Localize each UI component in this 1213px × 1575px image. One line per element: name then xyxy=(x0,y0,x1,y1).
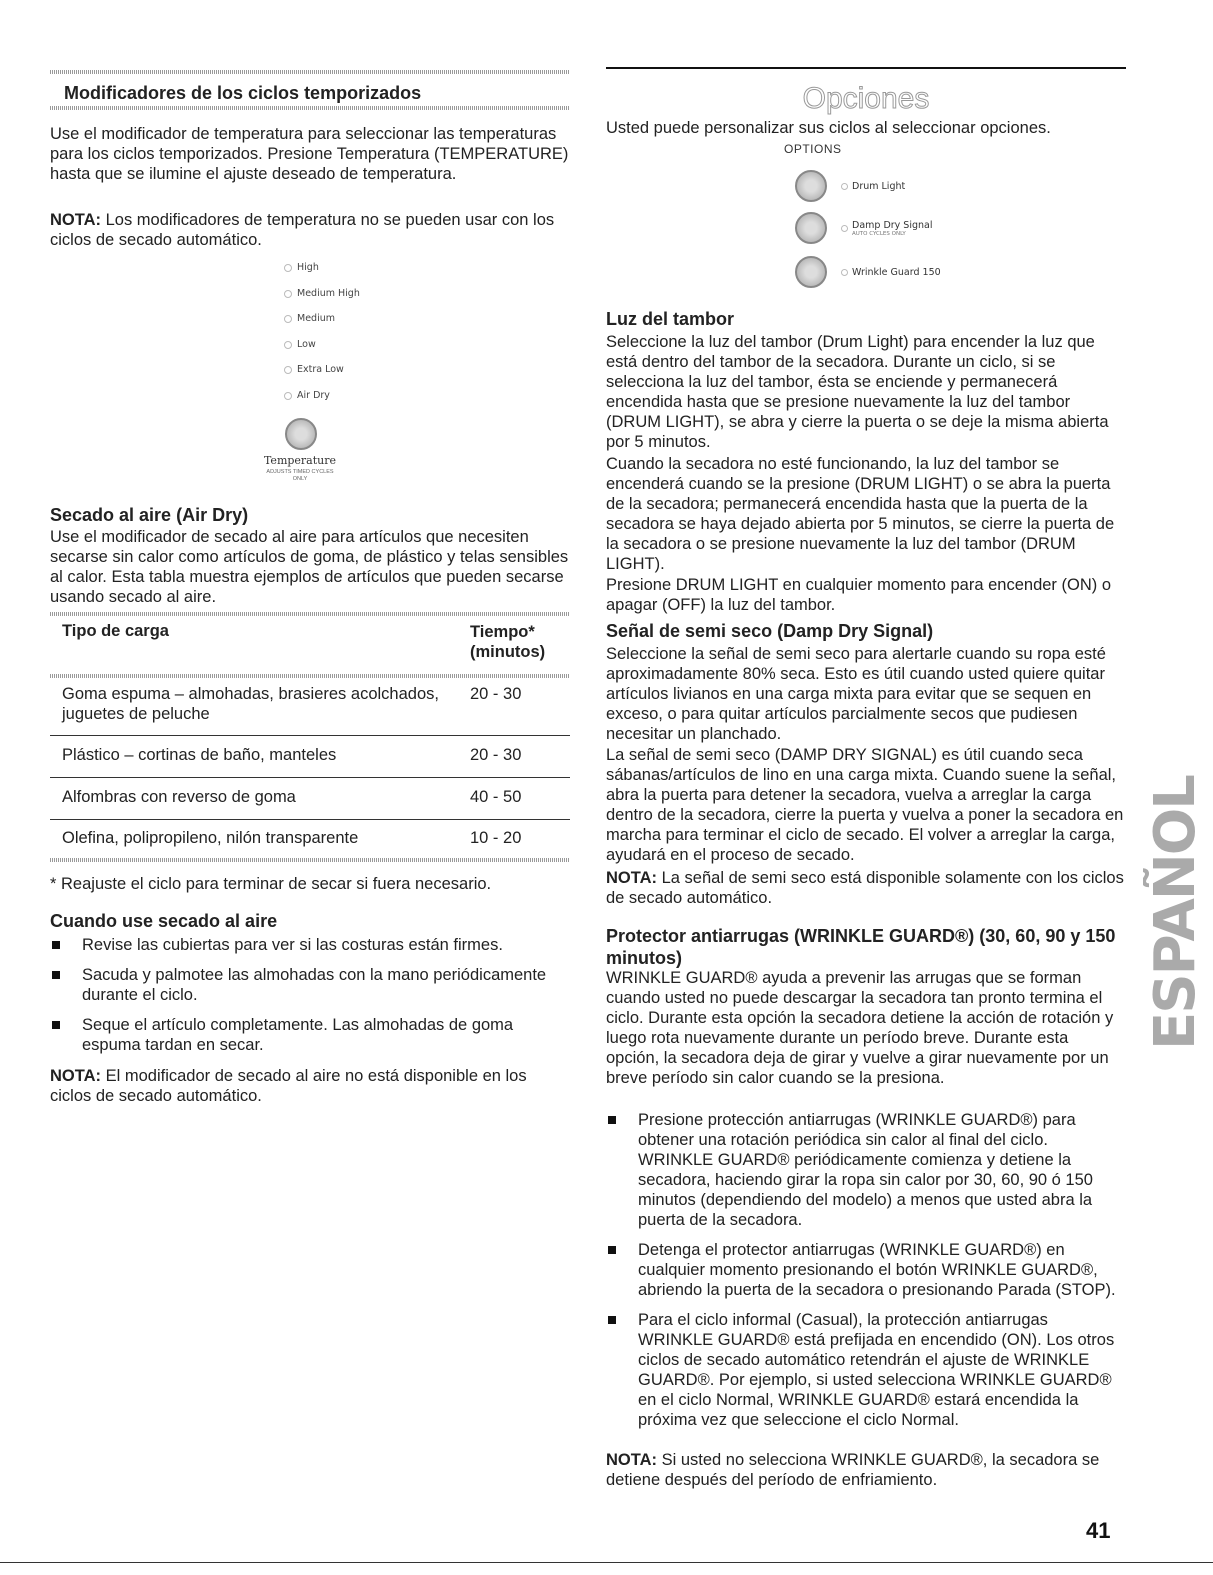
indicator-light-icon xyxy=(284,290,292,298)
list-item: Para el ciclo informal (Casual), la protección antiarrugas WRINKLE GUARD® está prefijada en encendido (ON). Los otros ciclos de secado automático retendrán el ajuste de WRINKLE GUARD®. Por ejemplo, si usted selecciona WRINKLE GUARD® en el ciclo Normal, WRINKLE GUARD® estará encendida la próxima vez que seleccione el ciclo Normal. xyxy=(606,1310,1126,1430)
paragraph: WRINKLE GUARD® ayuda a prevenir las arrugas que se forman cuando usted no puede descargar la secadora tan pronto termina el ciclo. Durante esta opción la secadora detiene la acción de rotación y luego rota nuevamente durante un período breve. Durante esta opción, la secadora deja de girar y vuelve a girar nuevamente por un breve período sin calor cuando se la presiona. xyxy=(606,969,1114,1087)
bullet-icon xyxy=(608,1316,616,1324)
list-item: Presione protección antiarrugas (WRINKLE GUARD®) para obtener una rotación periódica sin calor al final del ciclo. WRINKLE GUARD® periódicamente comienza y detiene la secadora, haciendo girar la ropa sin calor por 30, 60, 90 ó 150 minutos (dependiendo del modelo) a menos que usted abra la puerta de la secadora. xyxy=(606,1110,1126,1230)
divider xyxy=(50,858,570,862)
note-text: El modificador de secado al aire no está disponible en los ciclos de secado automático. xyxy=(50,1067,527,1105)
heading-drum-light: Luz del tambor xyxy=(606,309,735,329)
temperature-options xyxy=(284,262,360,415)
language-side-tab: ESPAÑOL xyxy=(1143,776,1208,1050)
bullet-icon xyxy=(608,1246,616,1254)
paragraph: Use el modificador de temperatura para seleccionar las temperaturas para los ciclos temporizados. Presione Temperatura (TEMPERATURE) hasta que se ilumine el ajuste deseado de temperatura. xyxy=(50,125,569,183)
divider xyxy=(606,67,1126,69)
note-text: La señal de semi seco está disponible solamente con los ciclos de secado automático. xyxy=(606,869,1124,907)
table-header-time xyxy=(470,622,545,662)
option-wrinkle-guard[interactable]: Wrinkle Guard 150 xyxy=(795,256,941,288)
paragraph: La señal de semi seco (DAMP DRY SIGNAL) es útil cuando seca sábanas/artículos de lino en una carga mixta. Cuando suene la señal, abra la puerta para detener la secadora, vuelva a arreglar la carga dentro de la secadora, cierre la puerta y vuelva a poner la secadora en marcha para terminar el ciclo de secado. El volver a arreglar la carga, ayudará en el proceso de secado. xyxy=(606,746,1124,864)
heading-when-air-dry: Cuando use secado al aire xyxy=(50,911,278,931)
temp-option[interactable]: Medium xyxy=(284,313,360,339)
temp-option[interactable]: Medium High xyxy=(284,288,360,314)
bullet-list xyxy=(50,935,570,1065)
note xyxy=(606,868,1126,908)
note-label: NOTA: xyxy=(50,211,102,229)
indicator-light-icon xyxy=(841,183,848,190)
indicator-light-icon xyxy=(284,315,292,323)
divider xyxy=(50,819,570,820)
table-cell-time: 20 - 30 xyxy=(470,685,522,703)
divider xyxy=(50,106,570,110)
divider xyxy=(50,612,570,616)
table-footnote: * Reajuste el ciclo para terminar de secar si fuera necesario. xyxy=(50,875,492,893)
indicator-light-icon xyxy=(284,392,292,400)
divider xyxy=(50,777,570,778)
temperature-sublabel: ADJUSTS TIMED CYCLES xyxy=(266,469,334,475)
table-header-time-label: Tiempo* xyxy=(470,623,535,641)
temperature-button-icon[interactable] xyxy=(285,418,317,450)
divider xyxy=(50,735,570,736)
note xyxy=(50,1066,570,1106)
damp-dry-button-icon[interactable] xyxy=(795,212,827,244)
paragraph: Usted puede personalizar sus ciclos al seleccionar opciones. xyxy=(606,119,1051,137)
indicator-light-icon xyxy=(284,341,292,349)
page-title: Opciones xyxy=(802,82,930,115)
note-label: NOTA: xyxy=(606,869,658,887)
list-item: Seque el artículo completamente. Las almohadas de goma espuma tardan en secar. xyxy=(50,1015,570,1055)
table-header-load-type: Tipo de carga xyxy=(62,622,169,640)
bullet-icon xyxy=(52,1021,60,1029)
list-item: Sacuda y palmotee las almohadas con la mano periódicamente durante el ciclo. xyxy=(50,965,570,1005)
table-cell-type: Olefina, polipropileno, nilón transparente xyxy=(62,829,359,847)
indicator-light-icon xyxy=(841,225,848,232)
paragraph: Presione DRUM LIGHT en cualquier momento para encender (ON) o apagar (OFF) la luz del tambor. xyxy=(606,576,1111,614)
wrinkle-guard-button-icon[interactable] xyxy=(795,256,827,288)
indicator-light-icon xyxy=(841,269,848,276)
page-number: 41 xyxy=(1086,1518,1111,1543)
paragraph: Seleccione la luz del tambor (Drum Light) para encender la luz que está dentro del tambor de la secadora. Durante un ciclo, si se selecciona la luz del tambor, ésta se enciende y permanecerá encendida hasta que se presione nuevamente la luz del tambor (DRUM LIGHT), se abra y cierre la puerta o se deje la misma abierta por 5 minutos. xyxy=(606,333,1109,451)
bullet-icon xyxy=(52,971,60,979)
note-text: Los modificadores de temperatura no se pueden usar con los ciclos de secado automático. xyxy=(50,211,555,249)
note-label: NOTA: xyxy=(606,1451,658,1469)
paragraph: Use el modificador de secado al aire para artículos que necesiten secarse sin calor como artículos de goma, de plástico y telas sensibles al calor. Esta tabla muestra ejemplos de artículos que pueden secarse usando secado al aire. xyxy=(50,528,569,606)
table-cell-time: 20 - 30 xyxy=(470,746,522,764)
temperature-label: Temperature xyxy=(263,454,337,467)
paragraph: Seleccione la señal de semi seco para alertarle cuando su ropa esté aproximadamente 80% seca. Esto es útil cuando usted quiere quitar artículos livianos en una carga mixta para evitar que se sequen en exceso, o para quitar artículos parcialmente secos que pudiesen necesitar un planchado. xyxy=(606,645,1106,743)
table-cell-type: Alfombras con reverso de goma xyxy=(62,788,296,806)
table-row xyxy=(62,684,570,724)
table-row xyxy=(62,828,570,848)
option-drum-light[interactable]: Drum Light xyxy=(795,170,905,202)
bullet-icon xyxy=(608,1116,616,1124)
temp-option[interactable]: Air Dry xyxy=(284,390,360,416)
list-item: Revise las cubiertas para ver si las costuras están firmes. xyxy=(50,935,570,955)
table-cell-time: 10 - 20 xyxy=(470,829,522,847)
table-row xyxy=(62,745,570,765)
drum-light-button-icon[interactable] xyxy=(795,170,827,202)
note-label: NOTA: xyxy=(50,1067,102,1085)
bullet-list xyxy=(606,1110,1126,1440)
divider xyxy=(0,1562,1213,1563)
divider xyxy=(50,70,570,74)
temp-option[interactable]: High xyxy=(284,262,360,288)
heading-wrinkle-guard: Protector antiarrugas (WRINKLE GUARD®) (30, 60, 90 y 150 minutos) xyxy=(606,926,1116,968)
heading-timed-modifiers: Modificadores de los ciclos temporizados xyxy=(64,83,422,103)
table-cell-type: Goma espuma – almohadas, brasieres acolchados, juguetes de peluche xyxy=(62,685,439,723)
option-label: Damp Dry Signal xyxy=(852,219,933,231)
indicator-light-icon xyxy=(284,366,292,374)
table-cell-type: Plástico – cortinas de baño, manteles xyxy=(62,746,337,764)
bullet-icon xyxy=(52,941,60,949)
temperature-sublabel: ONLY xyxy=(292,476,308,482)
table-cell-time: 40 - 50 xyxy=(470,788,522,806)
heading-air-dry: Secado al aire (Air Dry) xyxy=(50,505,249,525)
note xyxy=(606,1450,1126,1490)
note-text: Si usted no selecciona WRINKLE GUARD®, la secadora se detiene después del período de enfriamiento. xyxy=(606,1451,1100,1489)
note xyxy=(50,210,570,250)
table-row xyxy=(62,787,570,807)
heading-damp-dry: Señal de semi seco (Damp Dry Signal) xyxy=(606,621,934,641)
temp-option[interactable]: Extra Low xyxy=(284,364,360,390)
paragraph: Cuando la secadora no esté funcionando, la luz del tambor se encenderá cuando se la presione (DRUM LIGHT) o se abra la puerta de la secadora; permanecerá encendida hasta que la puerta de la secadora se haya dejado abierta por 5 minutos, se cierre la puerta de la secadora o se presione nuevamente la luz del tambor (DRUM LIGHT). xyxy=(606,455,1115,573)
option-damp-dry-signal[interactable] xyxy=(795,212,933,244)
option-sublabel: AUTO CYCLES ONLY xyxy=(852,230,906,237)
indicator-light-icon xyxy=(284,264,292,272)
options-label: OPTIONS xyxy=(784,142,842,156)
list-item: Detenga el protector antiarrugas (WRINKLE GUARD®) en cualquier momento presionando el botón WRINKLE GUARD®, abriendo la puerta de la secadora o presionando Parada (STOP). xyxy=(606,1240,1126,1300)
divider xyxy=(50,674,570,678)
temp-option[interactable]: Low xyxy=(284,339,360,365)
table-header-time-unit: (minutos) xyxy=(470,643,546,661)
